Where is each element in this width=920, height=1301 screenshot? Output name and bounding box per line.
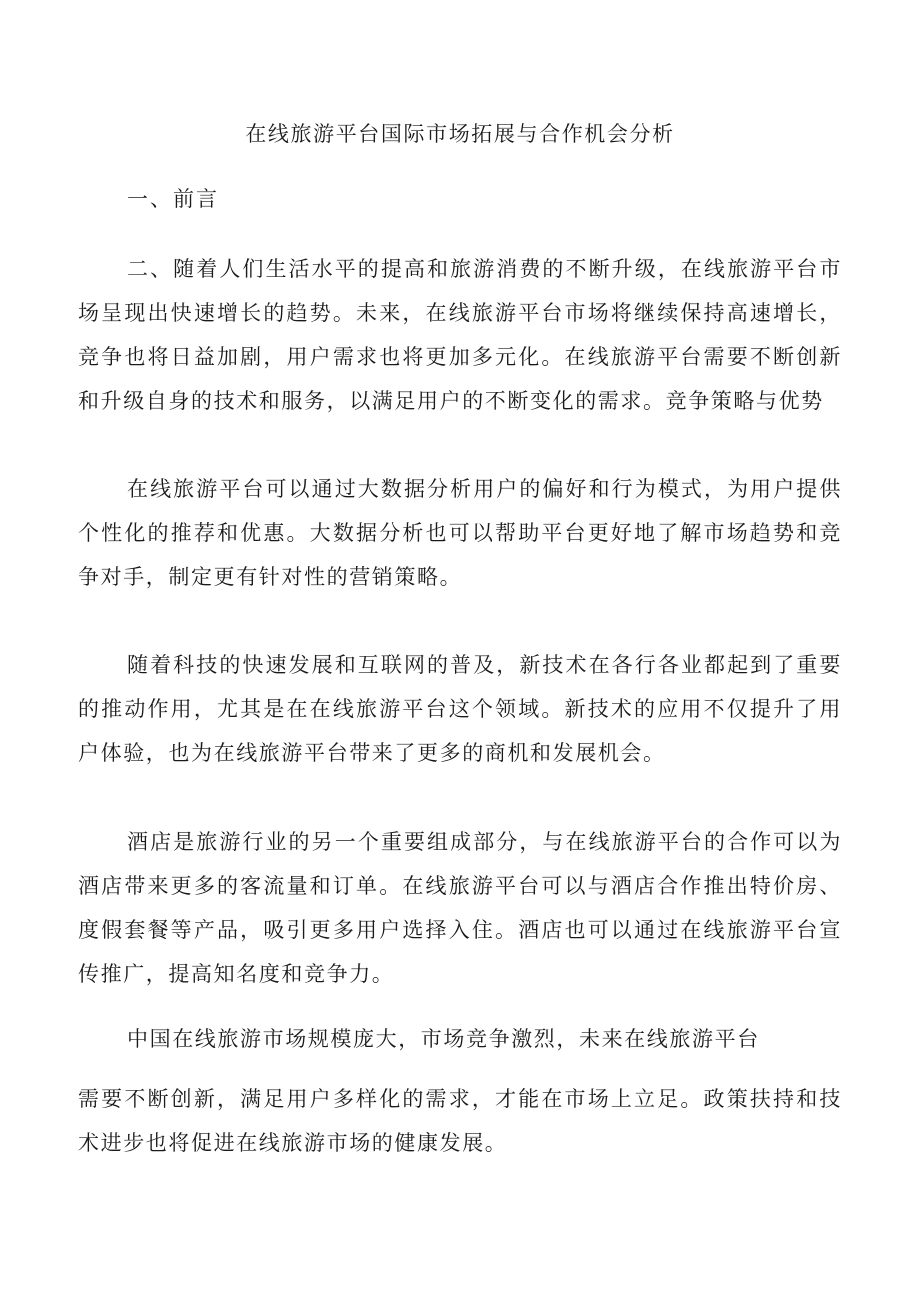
paragraph-new-technology: 随着科技的快速发展和互联网的普及，新技术在各行各业都起到了重要的推动作用，尤其是在在线旅游平台这个领域。新技术的应用不仅提升了用户体验，也为在线旅游平台带来了更多的商机和发展机会。 — [78, 653, 842, 765]
section-heading: 一、前言 — [127, 187, 219, 211]
paragraph-china-market: 中国在线旅游市场规模庞大，市场竞争激烈，未来在线旅游平台 — [127, 1027, 760, 1051]
paragraph-china-market-continued: 需要不断创新，满足用户多样化的需求，才能在市场上立足。政策扶持和技术进步也将促进在线旅游市场的健康发展。 — [78, 1087, 842, 1155]
paragraph-hotel-cooperation: 酒店是旅游行业的另一个重要组成部分，与在线旅游平台的合作可以为酒店带来更多的客流量和订单。在线旅游平台可以与酒店合作推出特价房、度假套餐等产品，吸引更多用户选择入住。酒店也可以通过在线旅游平台宣传推广，提高知名度和竞争力。 — [78, 830, 842, 986]
paragraph-big-data: 在线旅游平台可以通过大数据分析用户的偏好和行为模式，为用户提供个性化的推荐和优惠。大数据分析也可以帮助平台更好地了解市场趋势和竞争对手，制定更有针对性的营销策略。 — [78, 477, 842, 589]
document-title: 在线旅游平台国际市场拓展与合作机会分析 — [245, 122, 675, 146]
paragraph-market-trend: 二、随着人们生活水平的提高和旅游消费的不断升级，在线旅游平台市场呈现出快速增长的趋势。未来，在线旅游平台市场将继续保持高速增长，竞争也将日益加剧，用户需求也将更加多元化。在线旅游平台需要不断创新和升级自身的技术和服务，以满足用户的不断变化的需求。竞争策略与优势 — [78, 257, 842, 413]
